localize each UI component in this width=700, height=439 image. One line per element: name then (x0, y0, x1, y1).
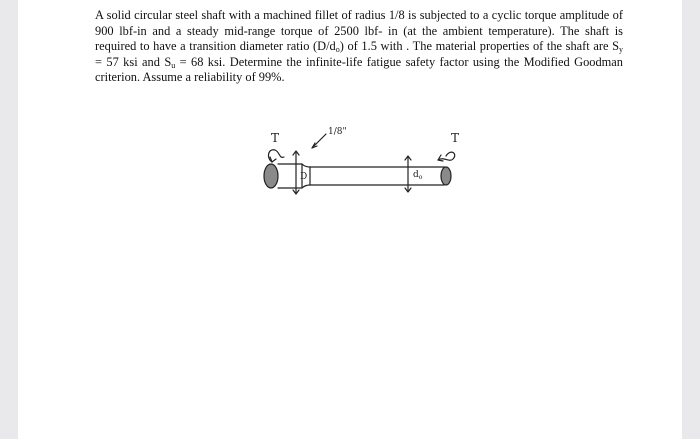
problem-sub-y: y (619, 45, 623, 55)
problem-sub-u: u (171, 60, 176, 70)
problem-text-4: = 68 ksi. Determine the infinite-life fatigue safety factor using the Modified Goodman criterion. Assume a reliability of 99%. (95, 54, 624, 85)
shaft-sketch (248, 118, 478, 208)
right-end-section (441, 167, 451, 185)
right-torque-label: T (451, 131, 460, 145)
left-end-section (264, 164, 278, 188)
shaft-drawing (248, 118, 478, 208)
document-page (18, 0, 682, 439)
problem-sub-o: o (335, 45, 340, 55)
small-diameter-section (310, 167, 444, 185)
problem-statement (95, 8, 623, 86)
fillet-leader (312, 134, 326, 148)
problem-text-3: = 57 ksi and S (95, 54, 172, 69)
problem-text-2: ) of 1.5 with . The material properties of the shaft are S (339, 39, 619, 54)
large-diameter-label: D (300, 172, 308, 182)
problem-text-1: A solid circular steel shaft with a machined fillet of radius 1/8 is subjected to a cyclic torque amplitude of 900 lbf-in and a steady mid-range torque of 2500 lbf- in (at the ambient temperature). The shaft is required to have a transition diameter ratio (D/d (95, 8, 623, 54)
large-diameter-section (278, 164, 302, 188)
small-diameter-label: $d_o$ (413, 170, 423, 181)
left-torque-label: T (271, 131, 280, 145)
small-diameter-dimension (405, 156, 411, 192)
fillet-radius-label: 1/8" (328, 127, 347, 137)
